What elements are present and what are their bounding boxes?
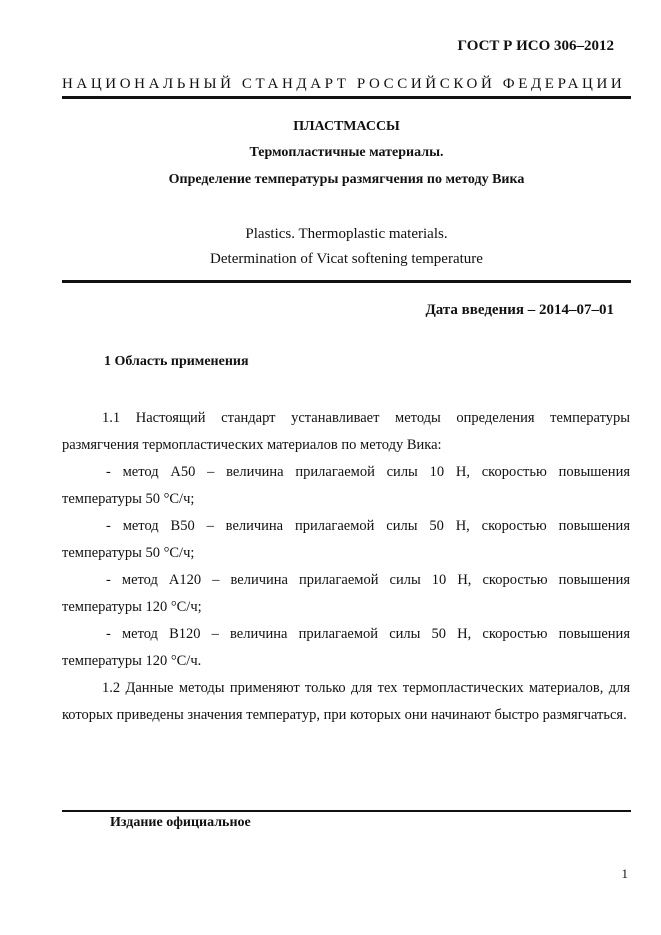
paragraph-1-2-text: 1.2 Данные методы применяют только для тех термопластических материалов, для которых приведены значения температур, при которых они начинают быстро размягчаться. <box>62 680 630 723</box>
document-code: ГОСТ Р ИСО 306–2012 <box>457 38 614 54</box>
official-edition-label: Издание официальное <box>110 815 251 830</box>
method-b120-item <box>62 621 630 675</box>
method-a50-item <box>62 459 630 513</box>
top-divider <box>62 96 631 99</box>
title-main: ПЛАСТМАССЫ <box>293 119 400 134</box>
title-subtitle-2: Определение температуры размягчения по методу Вика <box>168 172 525 187</box>
method-b50-text: - метод В50 – величина прилагаемой силы 50 Н, скоростью повышения температуры 50 °С/ч; <box>62 518 630 561</box>
title-english-2: Determination of Vicat softening temperature <box>210 251 483 267</box>
paragraph-1-2 <box>62 675 630 729</box>
method-b120-text: - метод В120 – величина прилагаемой силы 50 Н, скоростью повышения температуры 120 °С/ч. <box>62 626 630 669</box>
method-b50-item <box>62 513 630 567</box>
paragraph-1-1-text: 1.1 Настоящий стандарт устанавливает методы определения температуры размягчения термопластических материалов по методу Вика: <box>62 410 630 453</box>
title-english-1: Plastics. Thermoplastic materials. <box>245 226 448 242</box>
section-heading: 1 Область применения <box>104 354 249 369</box>
middle-divider <box>62 280 631 283</box>
introduction-date: Дата введения – 2014–07–01 <box>425 302 614 318</box>
page-number: 1 <box>621 866 628 881</box>
national-standard-banner: НАЦИОНАЛЬНЫЙ СТАНДАРТ РОССИЙСКОЙ ФЕДЕРАЦИИ <box>62 76 626 92</box>
method-a120-text: - метод А120 – величина прилагаемой силы 10 Н, скоростью повышения температуры 120 °С/ч; <box>62 572 630 615</box>
method-a50-text: - метод А50 – величина прилагаемой силы 10 Н, скоростью повышения температуры 50 °С/ч; <box>62 464 630 507</box>
paragraph-1-1 <box>62 405 630 459</box>
method-a120-item <box>62 567 630 621</box>
footer-divider <box>62 810 631 812</box>
title-subtitle-1: Термопластичные материалы. <box>249 145 444 160</box>
